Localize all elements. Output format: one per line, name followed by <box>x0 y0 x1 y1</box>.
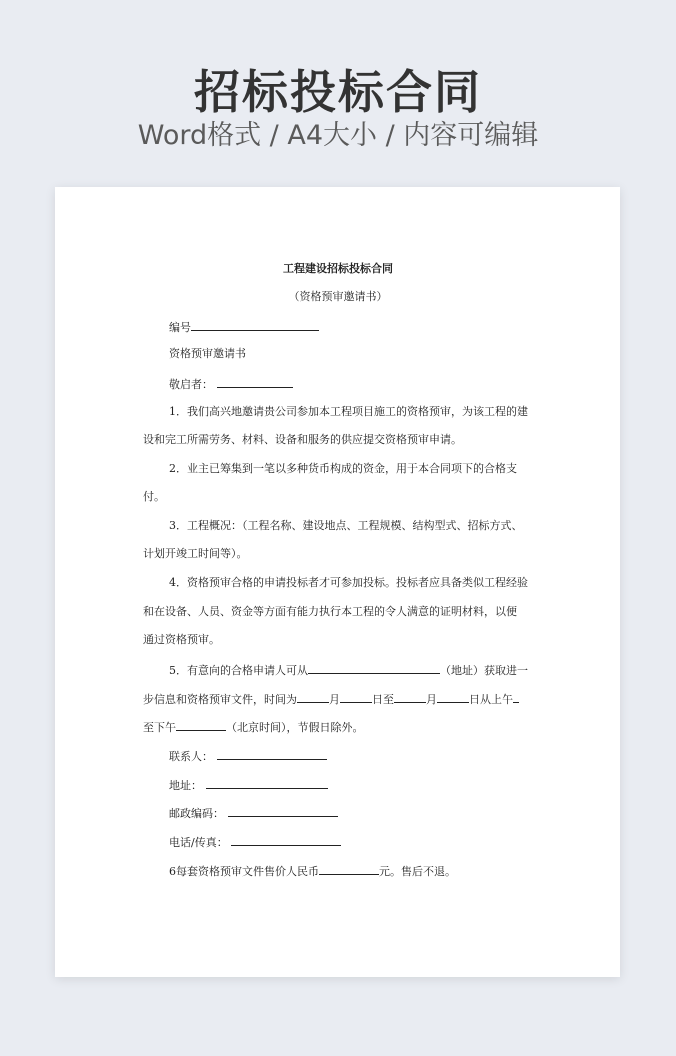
postcode-field <box>143 805 338 821</box>
month-1-label: 月 <box>329 693 340 706</box>
p6-suffix: 元。售后不退。 <box>379 865 456 878</box>
banner-subtitle: Word格式 / A4大小 / 内容可编辑 <box>137 120 539 151</box>
paragraph-2-line-2: 付。 <box>143 490 165 503</box>
paragraph-1-line-2: 设和完工所需劳务、材料、设备和服务的供应提交资格预审申请。 <box>143 433 462 446</box>
number-blank[interactable] <box>191 319 319 331</box>
banner-title: 招标投标合同 <box>194 65 482 119</box>
paragraph-4-line-2: 和在设备、人员、资金等方面有能力执行本工程的令人满意的证明材料，以便 <box>143 605 517 618</box>
document-page <box>55 187 620 977</box>
address-blank[interactable] <box>206 777 328 789</box>
document-title: 工程建设招标投标合同 <box>283 262 393 275</box>
am-time-blank[interactable] <box>513 691 519 703</box>
postcode-blank[interactable] <box>228 805 338 817</box>
p5-suffix: （地址）获取进一 <box>440 664 528 677</box>
paragraph-5-line-1 <box>143 662 528 678</box>
number-label: 编号 <box>169 321 191 334</box>
paragraph-5-line-3 <box>143 719 364 735</box>
pm-time-blank[interactable] <box>176 719 226 731</box>
month-2-blank[interactable] <box>394 691 426 703</box>
address-field <box>143 777 328 793</box>
salutation-field <box>143 376 293 392</box>
contact-blank[interactable] <box>217 748 327 760</box>
day-from-label: 日从上午 <box>469 693 513 706</box>
invitation-label: 资格预审邀请书 <box>169 347 246 360</box>
paragraph-5-line-2 <box>143 691 519 707</box>
document-subtitle: （资格预审邀请书） <box>288 290 388 303</box>
phone-field <box>143 834 341 850</box>
phone-blank[interactable] <box>231 834 341 846</box>
p5-line3-text: （北京时间），节假日除外。 <box>226 721 364 734</box>
phone-label: 电话/传真： <box>169 836 228 849</box>
address-source-blank[interactable] <box>308 662 440 674</box>
month-1-blank[interactable] <box>297 691 329 703</box>
contact-field <box>143 748 327 764</box>
p5-prefix: 5．有意向的合格申请人可从 <box>169 664 308 677</box>
paragraph-6 <box>143 863 456 879</box>
paragraph-3-line-2: 计划开竣工时间等）。 <box>143 547 248 560</box>
number-field <box>143 319 319 335</box>
month-2-label: 月 <box>426 693 437 706</box>
address-label: 地址： <box>169 779 202 792</box>
paragraph-2-line-1: 2．业主已筹集到一笔以多种货币构成的资金，用于本合同项下的合格支 <box>169 462 517 475</box>
day-1-blank[interactable] <box>340 691 372 703</box>
contact-label: 联系人： <box>169 750 213 763</box>
paragraph-4-line-1: 4．资格预审合格的申请投标者才可参加投标。投标者应具备类似工程经验 <box>169 576 528 589</box>
salutation-label: 敬启者： <box>169 378 213 391</box>
p6-prefix: 6每套资格预审文件售价人民币 <box>169 865 319 878</box>
p5-pm-label: 至下午 <box>143 721 176 734</box>
day-2-blank[interactable] <box>437 691 469 703</box>
paragraph-1-line-1: 1．我们高兴地邀请贵公司参加本工程项目施工的资格预审，为该工程的建 <box>169 405 528 418</box>
postcode-label: 邮政编码： <box>169 807 224 820</box>
salutation-blank[interactable] <box>217 376 293 388</box>
paragraph-4-line-3: 通过资格预审。 <box>143 633 220 646</box>
price-blank[interactable] <box>319 863 379 875</box>
day-to-label: 日至 <box>372 693 394 706</box>
paragraph-3-line-1: 3．工程概况：（工程名称、建设地点、工程规模、结构型式、招标方式、 <box>169 519 523 532</box>
p5-line2-text: 步信息和资格预审文件，时间为 <box>143 693 297 706</box>
